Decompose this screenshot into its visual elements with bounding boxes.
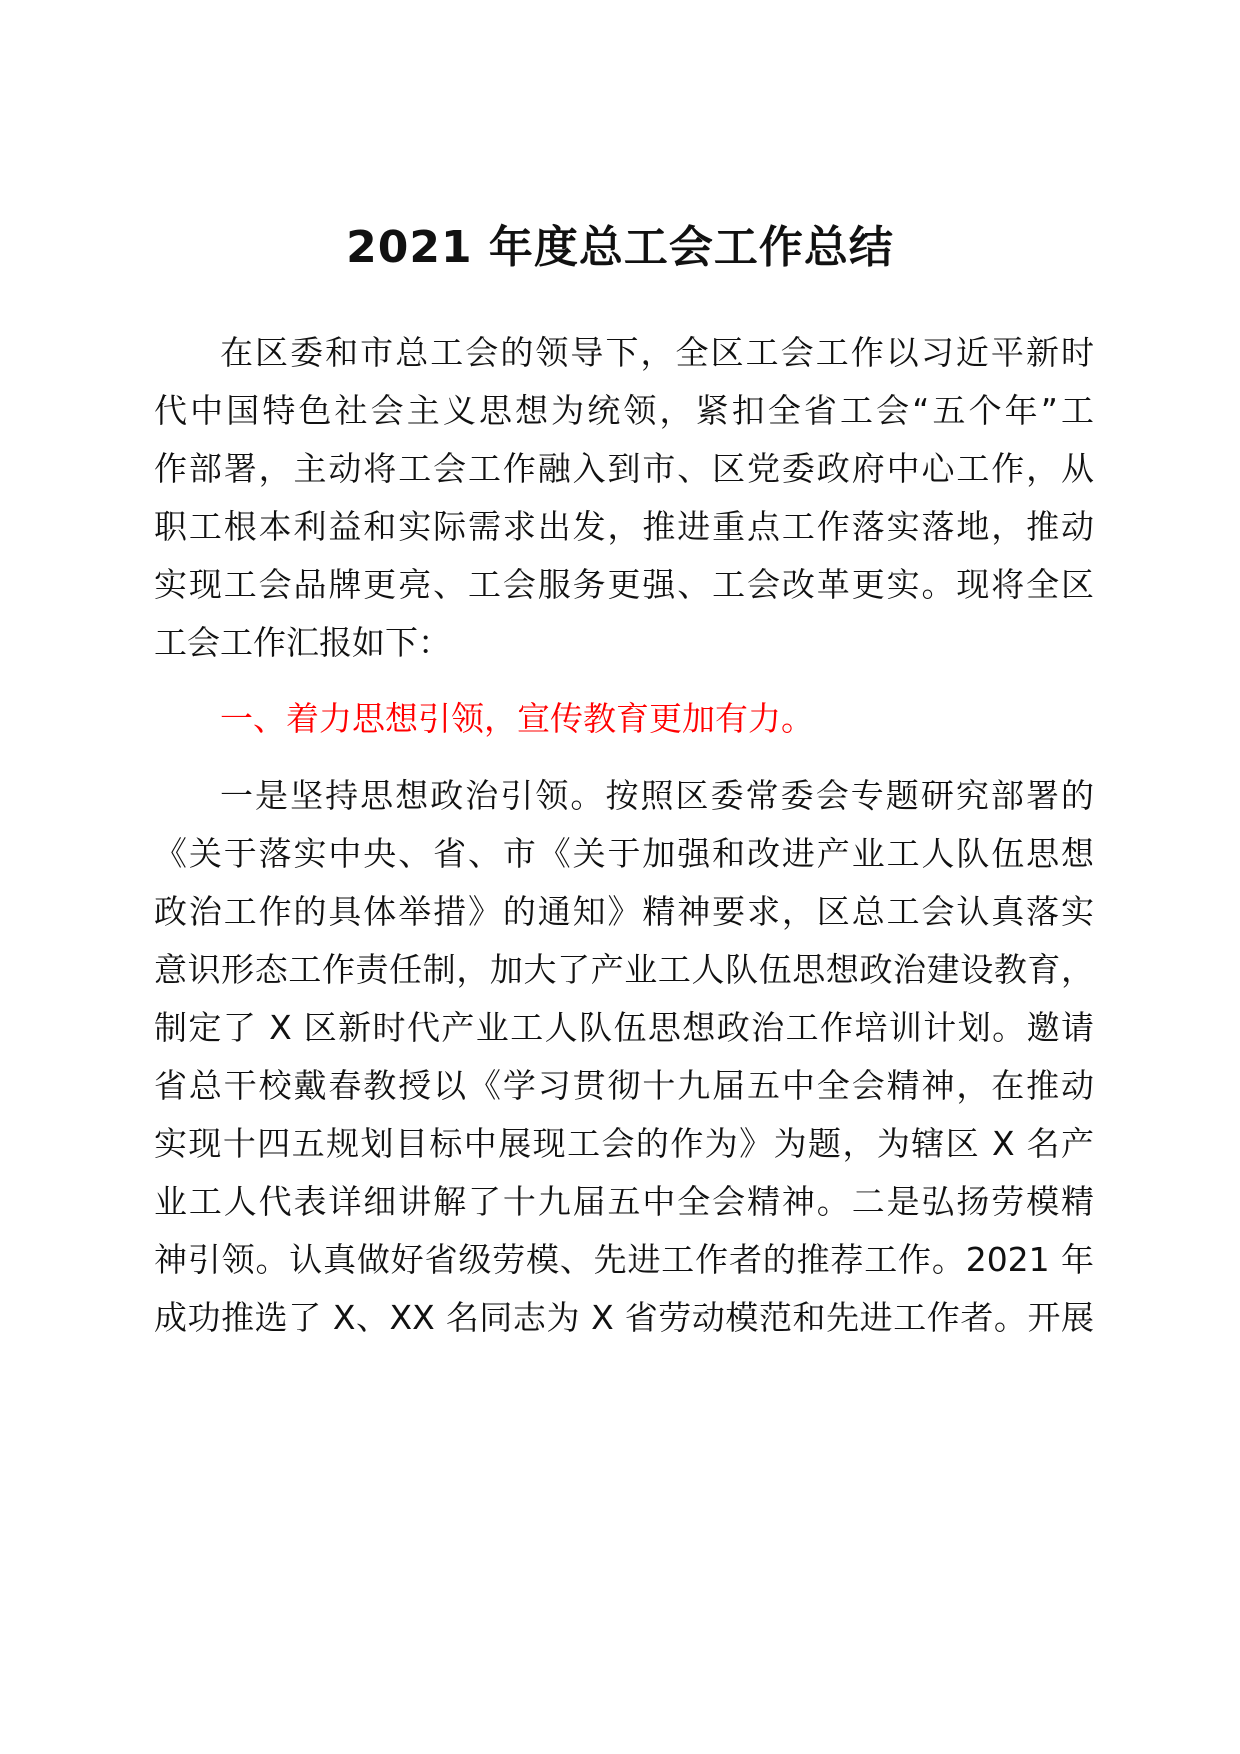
section-line: 《关于落实中央、省、市《关于加强和改进产业工人队伍思想 [154,834,1094,873]
section-line: 业工人代表详细讲解了十九届五中全会精神。二是弘扬劳模精 [154,1182,1094,1221]
section-line: 成功推选了 X、XX 名同志为 X 省劳动模范和先进工作者。开展 [154,1298,1094,1337]
intro-line: 作部署，主动将工会工作融入到市、区党委政府中心工作，从 [154,449,1094,488]
intro-line: 代中国特色社会主义思想为统领，紧扣全省工会“五个年”工 [154,391,1094,430]
intro-line: 在区委和市总工会的领导下，全区工会工作以习近平新时 [220,333,1094,372]
section-line: 制定了 X 区新时代产业工人队伍思想政治工作培训计划。邀请 [154,1008,1094,1047]
section-line: 实现十四五规划目标中展现工会的作为》为题，为辖区 X 名产 [154,1124,1094,1163]
intro-line: 实现工会品牌更亮、工会服务更强、工会改革更实。现将全区 [154,565,1094,604]
intro-line: 工会工作汇报如下： [154,623,451,662]
section-line: 意识形态工作责任制，加大了产业工人队伍思想政治建设教育， [154,950,1094,989]
section-line: 神引领。认真做好省级劳模、先进工作者的推荐工作。2021 年 [154,1240,1094,1279]
section-line: 政治工作的具体举措》的通知》精神要求，区总工会认真落实 [154,892,1094,931]
section-heading: 一、着力思想引领，宣传教育更加有力。 [220,699,814,738]
section-line: 省总干校戴春教授以《学习贯彻十九届五中全会精神，在推动 [154,1066,1094,1105]
section-line: 一是坚持思想政治引领。按照区委常委会专题研究部署的 [220,776,1094,815]
intro-line: 职工根本利益和实际需求出发，推进重点工作落实落地，推动 [154,507,1094,546]
document-title: 2021 年度总工会工作总结 [346,222,894,273]
